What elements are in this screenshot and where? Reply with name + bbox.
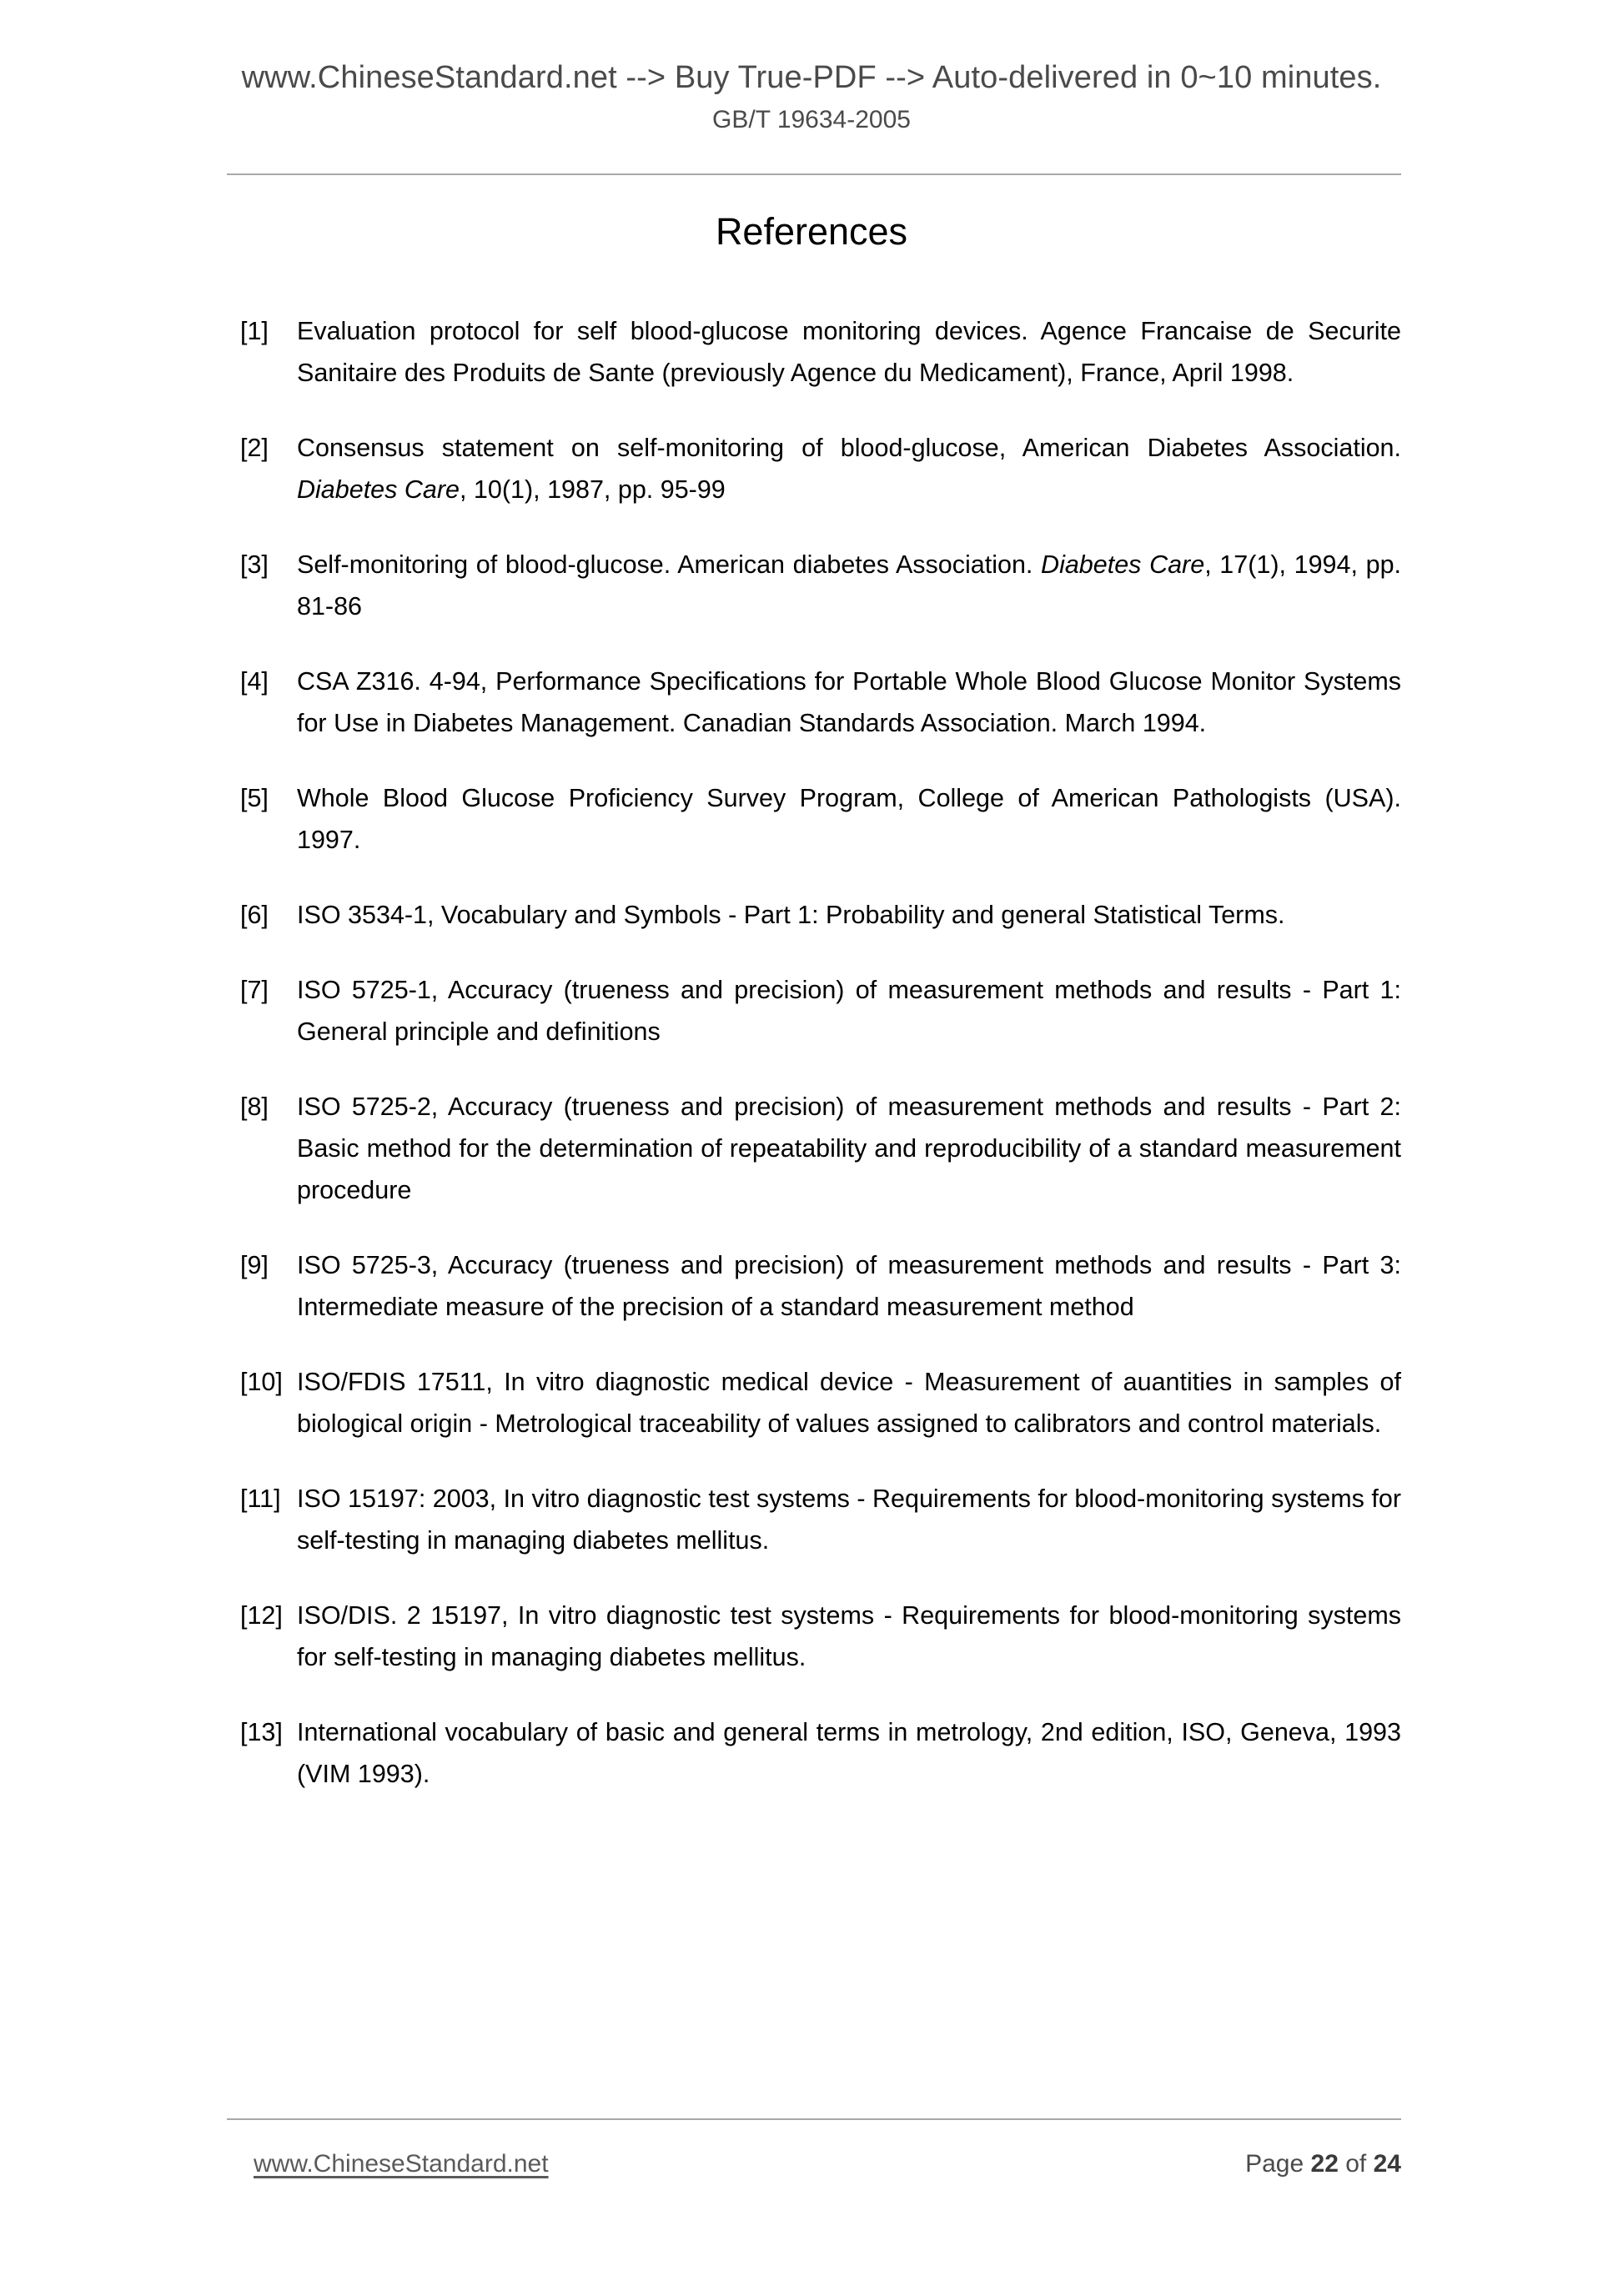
reference-item bbox=[240, 969, 1401, 1053]
page-word: Page bbox=[1245, 2150, 1304, 2178]
page-title: References bbox=[715, 210, 908, 253]
reference-text-main: Self-monitoring of blood-glucose. American diabetes Association. bbox=[297, 550, 1042, 579]
reference-journal-title: Diabetes Care bbox=[1041, 550, 1205, 579]
reference-number: [8] bbox=[240, 1093, 269, 1121]
reference-item bbox=[240, 777, 1401, 861]
reference-text bbox=[297, 969, 1401, 1053]
current-page-number: 22 bbox=[1310, 2150, 1339, 2178]
reference-item bbox=[240, 661, 1401, 744]
reference-text-main: ISO 15197: 2003, In vitro diagnostic test systems - Requirements for blood-monitoring systems for self-testing in managing diabetes mellitus. bbox=[297, 1485, 1401, 1555]
watermark-promo-text: www.ChineseStandard.net --> Buy True-PDF --> Auto-delivered in 0~10 minutes. bbox=[241, 60, 1382, 95]
reference-text-main: Evaluation protocol for self blood-glucose monitoring devices. Agence Francaise de Securite Sanitaire des Produits de Sante (previously Agence du Medicament), France, April 1998. bbox=[297, 317, 1401, 387]
of-word: of bbox=[1345, 2150, 1367, 2178]
reference-text bbox=[297, 661, 1401, 744]
reference-text-main: CSA Z316. 4-94, Performance Specifications for Portable Whole Blood Glucose Monitor Systems for Use in Diabetes Management. Canadian Standards Association. March 1994. bbox=[297, 667, 1401, 737]
reference-text-main: ISO/FDIS 17511, In vitro diagnostic medical device - Measurement of auantities in samples of biological origin - Metrological traceability of values assigned to calibrators and control materials. bbox=[297, 1368, 1401, 1438]
reference-number: [3] bbox=[240, 550, 269, 579]
reference-text-main: Whole Blood Glucose Proficiency Survey Program, College of American Pathologists (USA). 1997. bbox=[297, 784, 1401, 854]
reference-text bbox=[297, 310, 1401, 394]
reference-text-tail: , 17(1), 1994, pp. 81-86 bbox=[297, 550, 1402, 620]
footer-site-link[interactable]: www.ChineseStandard.net bbox=[254, 2150, 549, 2178]
reference-number: [2] bbox=[240, 434, 269, 462]
footer-divider bbox=[227, 2118, 1401, 2120]
watermark-header bbox=[0, 60, 1623, 134]
reference-text-main: ISO 5725-2, Accuracy (trueness and precision) of measurement methods and results - Part 2: Basic method for the determination of repeatability and reproducibility of a standard measurement procedure bbox=[297, 1093, 1401, 1204]
reference-number: [11] bbox=[240, 1485, 281, 1513]
reference-number: [1] bbox=[240, 317, 269, 345]
reference-journal-title: Diabetes Care bbox=[297, 475, 460, 504]
reference-text bbox=[297, 1478, 1401, 1561]
standard-code: GB/T 19634-2005 bbox=[712, 106, 911, 133]
reference-item bbox=[240, 1086, 1401, 1211]
reference-item bbox=[240, 894, 1401, 936]
reference-item bbox=[240, 427, 1401, 510]
reference-text bbox=[297, 1711, 1401, 1795]
reference-text bbox=[297, 777, 1401, 861]
reference-number: [7] bbox=[240, 976, 269, 1004]
reference-text-tail: , 10(1), 1987, pp. 95-99 bbox=[459, 475, 726, 504]
reference-item bbox=[240, 310, 1401, 394]
reference-text-main: International vocabulary of basic and general terms in metrology, 2nd edition, ISO, Geneva, 1993 (VIM 1993). bbox=[297, 1718, 1401, 1788]
reference-number: [13] bbox=[240, 1718, 283, 1746]
reference-item bbox=[240, 1595, 1401, 1678]
reference-text bbox=[297, 544, 1401, 627]
reference-text bbox=[297, 894, 1401, 936]
reference-text-main: ISO 5725-3, Accuracy (trueness and precision) of measurement methods and results - Part 3: Intermediate measure of the precision of a standard measurement method bbox=[297, 1251, 1401, 1321]
reference-text-main: ISO 3534-1, Vocabulary and Symbols - Part 1: Probability and general Statistical Terms. bbox=[297, 901, 1285, 929]
reference-number: [12] bbox=[240, 1601, 283, 1630]
reference-number: [9] bbox=[240, 1251, 269, 1279]
reference-text-main: ISO/DIS. 2 15197, In vitro diagnostic test systems - Requirements for blood-monitoring systems for self-testing in managing diabetes mellitus. bbox=[297, 1601, 1401, 1671]
reference-item bbox=[240, 1244, 1401, 1328]
reference-number: [5] bbox=[240, 784, 269, 812]
reference-item bbox=[240, 1478, 1401, 1561]
reference-item bbox=[240, 544, 1401, 627]
reference-text bbox=[297, 1086, 1401, 1211]
reference-number: [10] bbox=[240, 1368, 283, 1396]
reference-text-main: ISO 5725-1, Accuracy (trueness and precision) of measurement methods and results - Part 1: General principle and definitions bbox=[297, 976, 1401, 1046]
reference-text-main: Consensus statement on self-monitoring of blood-glucose, American Diabetes Association. bbox=[297, 434, 1401, 462]
page-number-indicator bbox=[1245, 2150, 1401, 2178]
total-page-number: 24 bbox=[1373, 2150, 1401, 2178]
reference-item bbox=[240, 1361, 1401, 1444]
page-footer bbox=[227, 2150, 1401, 2188]
reference-text bbox=[297, 1244, 1401, 1328]
reference-text bbox=[297, 427, 1401, 510]
header-divider bbox=[227, 173, 1401, 175]
reference-text bbox=[297, 1595, 1401, 1678]
reference-item bbox=[240, 1711, 1401, 1795]
references-list bbox=[240, 310, 1401, 1795]
reference-number: [4] bbox=[240, 667, 269, 696]
reference-text bbox=[297, 1361, 1401, 1444]
reference-number: [6] bbox=[240, 901, 269, 929]
